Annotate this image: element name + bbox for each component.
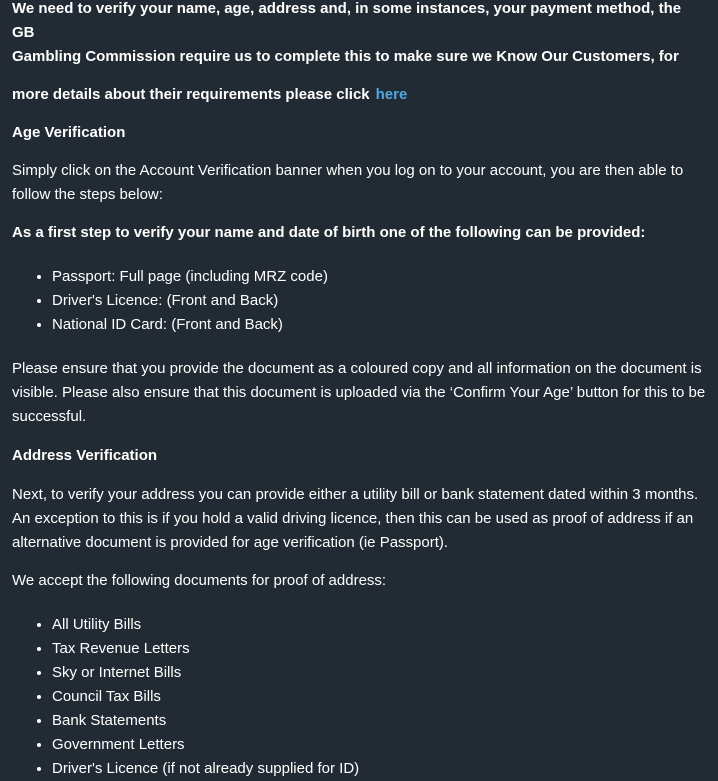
list-item: • Driver's Licence (if not already supplied for ID) (52, 757, 706, 781)
first-step-text: As a first step to verify your name and date of birth one of the following can be provided: (12, 224, 646, 241)
list-item: • National ID Card: (Front and Back) (52, 313, 706, 337)
requirements-link[interactable]: here (375, 86, 408, 103)
intro-text (12, 0, 706, 107)
list-item: • Council Tax Bills (52, 685, 706, 709)
list-item: • Tax Revenue Letters (52, 637, 706, 661)
address-verification-heading: Address Verification (12, 447, 158, 464)
list-item: • Bank Statements (52, 709, 706, 733)
age-verification-text: Simply click on the Account Verification banner when you log on to your account, you are then able to follow the steps below: (12, 162, 684, 203)
address-verification-text: Next, to verify your address you can provide either a utility bill or bank statement dated within 3 months. An exception to this is if you hold a valid driving licence, then this can be used as proof of address if an alternative document is provided for age verification (ie Passport). (12, 486, 699, 551)
list-item: • Driver's Licence: (Front and Back) (52, 289, 706, 313)
document-requirements-text: Please ensure that you provide the document as a coloured copy and all information on the document is visible. Please also ensure that this document is uploaded via the ‘Confirm Your Age’ button for this to be successful. (12, 360, 706, 425)
address-documents-list (12, 613, 706, 781)
intro-line-1: We need to verify your name, age, address and, in some instances, your payment method, the GB (12, 0, 682, 41)
list-item: • Sky or Internet Bills (52, 661, 706, 685)
verification-content (12, 0, 706, 781)
age-verification-heading: Age Verification (12, 124, 126, 141)
accepted-documents-text: We accept the following documents for proof of address: (12, 572, 387, 589)
list-item: • All Utility Bills (52, 613, 706, 637)
intro-line-3-text: more details about their requirements please click (12, 86, 370, 103)
intro-line-2: Gambling Commission require us to complete this to make sure we Know Our Customers, for (12, 48, 679, 65)
list-item: • Government Letters (52, 733, 706, 757)
age-documents-list (12, 265, 706, 337)
list-item: • Passport: Full page (including MRZ code) (52, 265, 706, 289)
intro-line-3 (12, 83, 706, 107)
